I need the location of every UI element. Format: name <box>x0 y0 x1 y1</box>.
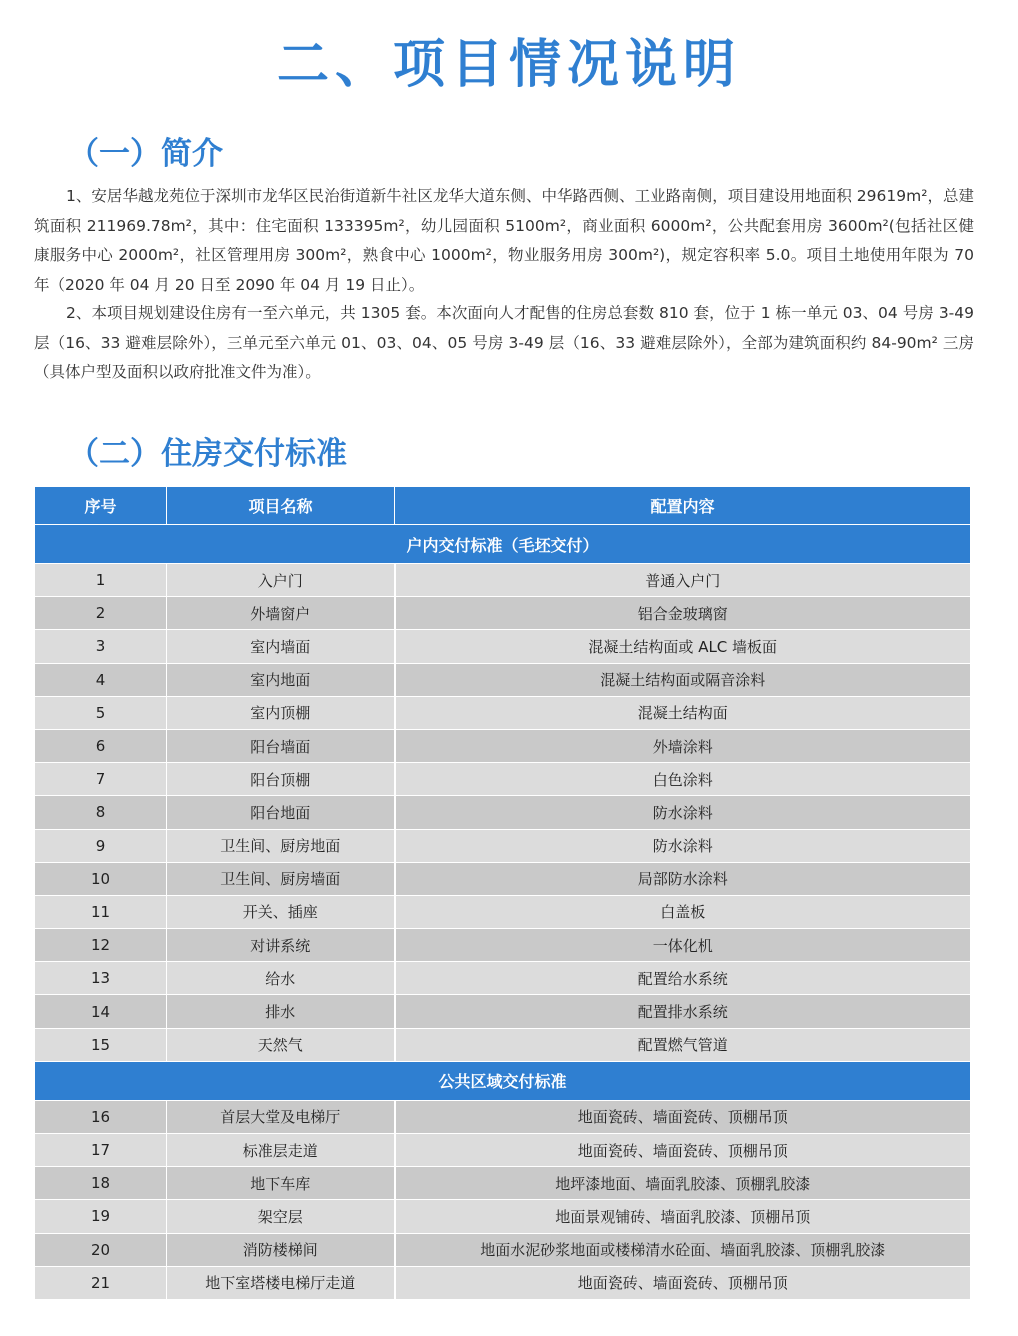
cell-item-name: 首层大堂及电梯厅 <box>167 1100 395 1133</box>
table-row <box>35 696 971 729</box>
cell-config: 普通入户门 <box>395 564 971 597</box>
cell-item-name: 室内地面 <box>167 663 395 696</box>
cell-item-name: 阳台地面 <box>167 796 395 829</box>
table-row <box>35 597 971 630</box>
cell-item-name: 阳台墙面 <box>167 729 395 762</box>
table-section-title: 公共区域交付标准 <box>35 1061 971 1100</box>
cell-index: 5 <box>35 696 167 729</box>
table-row <box>35 763 971 796</box>
cell-config: 外墙涂料 <box>395 729 971 762</box>
delivery-standard-table <box>34 486 971 1300</box>
cell-index: 10 <box>35 862 167 895</box>
cell-item-name: 给水 <box>167 962 395 995</box>
cell-item-name: 地下车库 <box>167 1167 395 1200</box>
cell-index: 11 <box>35 895 167 928</box>
cell-item-name: 排水 <box>167 995 395 1028</box>
cell-index: 1 <box>35 564 167 597</box>
cell-item-name: 标准层走道 <box>167 1134 395 1167</box>
cell-config: 地面水泥砂浆地面或楼梯清水砼面、墙面乳胶漆、顶棚乳胶漆 <box>395 1233 971 1266</box>
cell-index: 7 <box>35 763 167 796</box>
table-row <box>35 1028 971 1061</box>
cell-config: 配置排水系统 <box>395 995 971 1028</box>
table-header-row <box>35 487 971 525</box>
cell-item-name: 室内墙面 <box>167 630 395 663</box>
table-row <box>35 929 971 962</box>
cell-index: 17 <box>35 1134 167 1167</box>
cell-item-name: 阳台顶棚 <box>167 763 395 796</box>
cell-index: 4 <box>35 663 167 696</box>
cell-config: 配置给水系统 <box>395 962 971 995</box>
table-row <box>35 1167 971 1200</box>
cell-config: 混凝土结构面 <box>395 696 971 729</box>
cell-index: 19 <box>35 1200 167 1233</box>
intro-paragraph-1: 1、安居华越龙苑位于深圳市龙华区民治街道新牛社区龙华大道东侧、中华路西侧、工业路南侧，项目建设用地面积 29619m²，总建筑面积 211969.78m²，其中：住宅面积 133395m²，幼儿园面积 5100m²，商业面积 6000m²，公共配套用房 3600m²(包括社区健康服务中心 2000m²，社区管理用房 300m²，熟食中心 1000m²，物业服务用房 300m²)，规定容积率 5.0。项目土地使用年限为 70 年（2020 年 04 月 20 日至 2090 年 04 月 19 日止）。 <box>34 187 974 294</box>
cell-index: 20 <box>35 1233 167 1266</box>
cell-index: 21 <box>35 1266 167 1299</box>
cell-config: 防水涂料 <box>395 829 971 862</box>
intro-paragraph-2: 2、本项目规划建设住房有一至六单元，共 1305 套。本次面向人才配售的住房总套数 810 套，位于 1 栋一单元 03、04 号房 3-49 层（16、33 避难层除外），三单元至六单元 01、03、04、05 号房 3-49 层（16、33 避难层除外），全部为建筑面积约 84-90m² 三房（具体户型及面积以政府批准文件为准）。 <box>34 304 974 381</box>
table-row <box>35 829 971 862</box>
table-row <box>35 862 971 895</box>
cell-config: 混凝土结构面或 ALC 墙板面 <box>395 630 971 663</box>
table-row <box>35 796 971 829</box>
cell-index: 14 <box>35 995 167 1028</box>
header-config: 配置内容 <box>395 487 971 525</box>
cell-item-name: 对讲系统 <box>167 929 395 962</box>
cell-config: 混凝土结构面或隔音涂料 <box>395 663 971 696</box>
header-index: 序号 <box>35 487 167 525</box>
cell-index: 18 <box>35 1167 167 1200</box>
cell-index: 6 <box>35 729 167 762</box>
table-row <box>35 1200 971 1233</box>
cell-item-name: 开关、插座 <box>167 895 395 928</box>
table-row <box>35 962 971 995</box>
cell-config: 地面瓷砖、墙面瓷砖、顶棚吊顶 <box>395 1266 971 1299</box>
cell-config: 配置燃气管道 <box>395 1028 971 1061</box>
cell-config: 一体化机 <box>395 929 971 962</box>
header-item-name: 项目名称 <box>167 487 395 525</box>
table-row <box>35 1100 971 1133</box>
cell-item-name: 室内顶棚 <box>167 696 395 729</box>
cell-config: 白盖板 <box>395 895 971 928</box>
cell-item-name: 入户门 <box>167 564 395 597</box>
cell-config: 铝合金玻璃窗 <box>395 597 971 630</box>
section-heading-delivery: （二）住房交付标准 <box>68 436 347 472</box>
table-row <box>35 1266 971 1299</box>
table-row <box>35 630 971 663</box>
cell-config: 防水涂料 <box>395 796 971 829</box>
table-row <box>35 663 971 696</box>
cell-config: 地坪漆地面、墙面乳胶漆、顶棚乳胶漆 <box>395 1167 971 1200</box>
cell-item-name: 天然气 <box>167 1028 395 1061</box>
table-section-row <box>35 525 971 564</box>
cell-index: 9 <box>35 829 167 862</box>
cell-index: 12 <box>35 929 167 962</box>
table-row <box>35 1134 971 1167</box>
cell-config: 地面瓷砖、墙面瓷砖、顶棚吊顶 <box>395 1134 971 1167</box>
table-row <box>35 564 971 597</box>
cell-item-name: 卫生间、厨房墙面 <box>167 862 395 895</box>
cell-index: 8 <box>35 796 167 829</box>
section-heading-intro: （一）简介 <box>68 136 223 172</box>
table-row <box>35 729 971 762</box>
cell-config: 局部防水涂料 <box>395 862 971 895</box>
table-section-row <box>35 1061 971 1100</box>
cell-index: 16 <box>35 1100 167 1133</box>
cell-config: 地面瓷砖、墙面瓷砖、顶棚吊顶 <box>395 1100 971 1133</box>
cell-index: 13 <box>35 962 167 995</box>
table-section-title: 户内交付标准（毛坯交付） <box>35 525 971 564</box>
cell-index: 2 <box>35 597 167 630</box>
page-title: 二、项目情况说明 <box>276 35 741 95</box>
table-row <box>35 895 971 928</box>
cell-index: 3 <box>35 630 167 663</box>
cell-item-name: 地下室塔楼电梯厅走道 <box>167 1266 395 1299</box>
cell-item-name: 外墙窗户 <box>167 597 395 630</box>
table-row <box>35 995 971 1028</box>
table-row <box>35 1233 971 1266</box>
cell-item-name: 架空层 <box>167 1200 395 1233</box>
cell-item-name: 卫生间、厨房地面 <box>167 829 395 862</box>
cell-item-name: 消防楼梯间 <box>167 1233 395 1266</box>
cell-config: 地面景观铺砖、墙面乳胶漆、顶棚吊顶 <box>395 1200 971 1233</box>
cell-config: 白色涂料 <box>395 763 971 796</box>
cell-index: 15 <box>35 1028 167 1061</box>
